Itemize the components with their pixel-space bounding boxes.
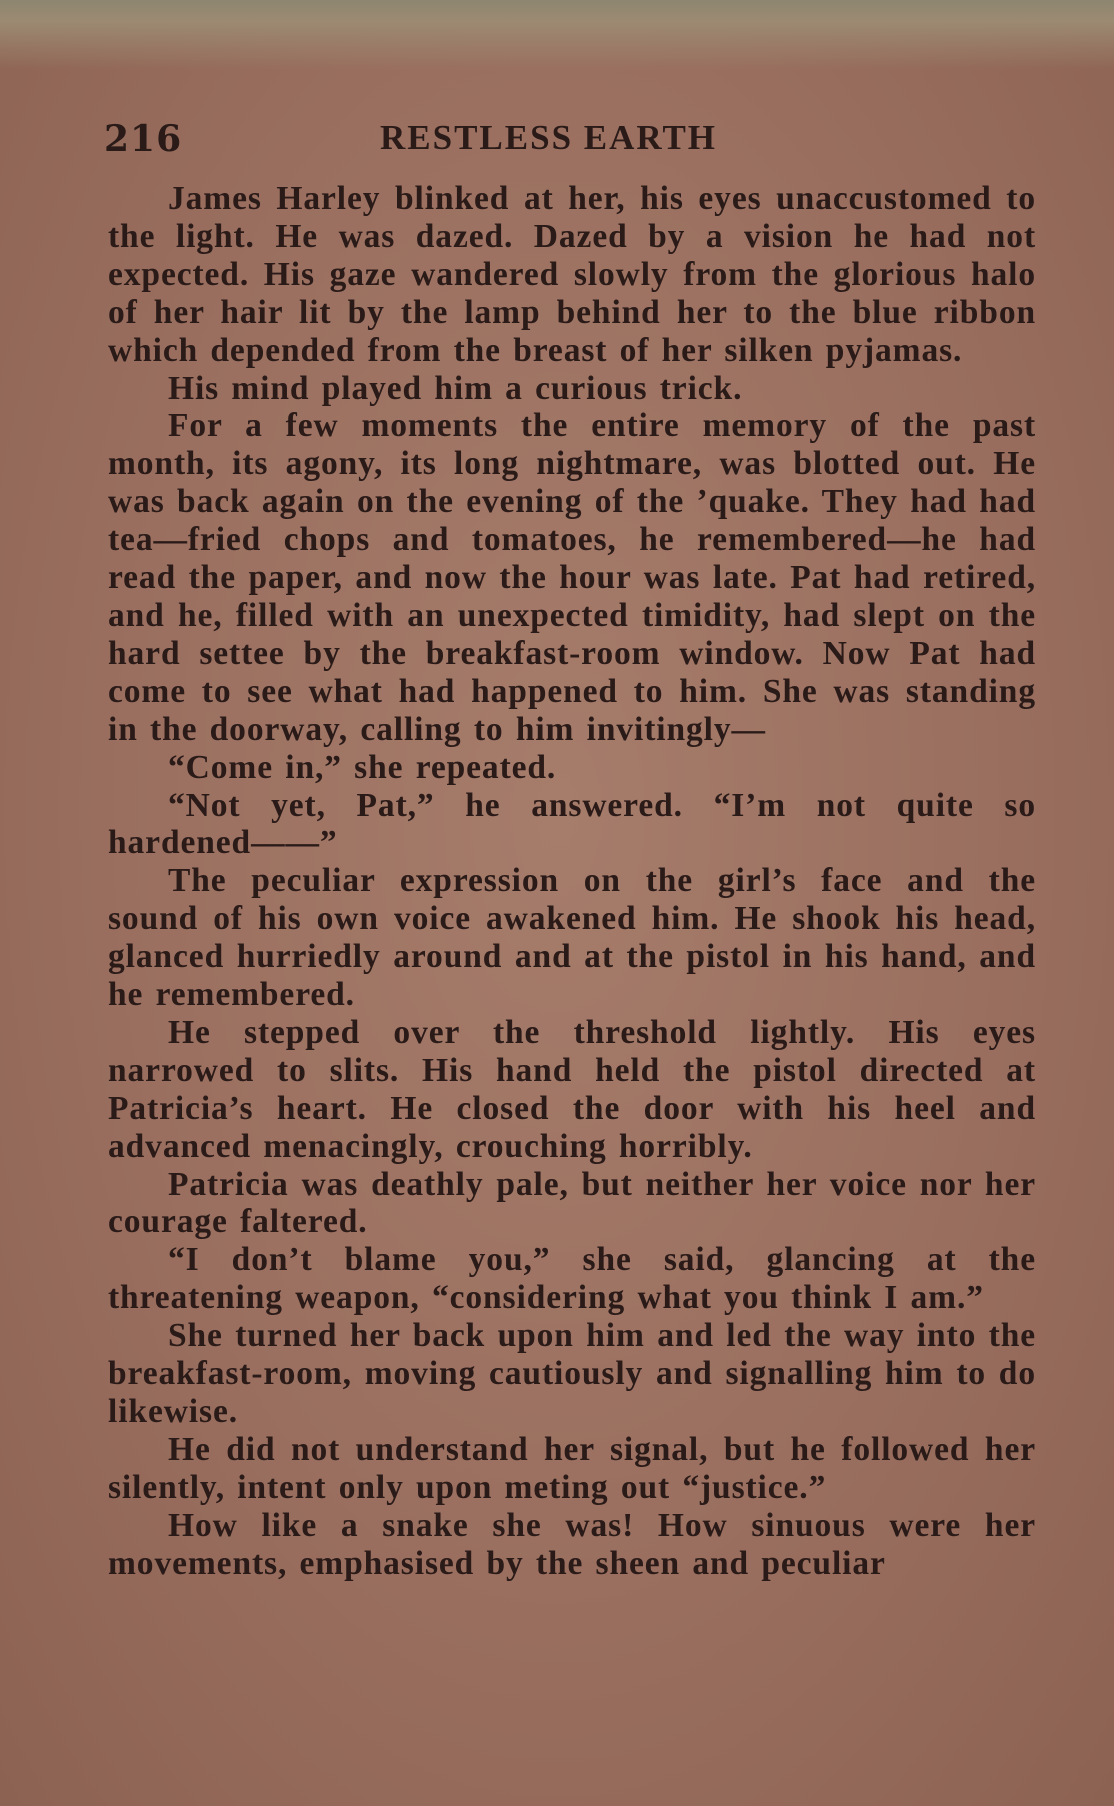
running-title: RESTLESS EARTH [380,118,718,157]
paragraph: “Not yet, Pat,” he answered. “I’m not quite so hardened——” [108,786,1036,862]
body-text [108,180,1036,1583]
paragraph: She turned her back upon him and led the way into the breakfast-room, moving cautiously and signalling him to do likewise. [108,1317,1036,1430]
paragraph: He stepped over the threshold lightly. His eyes narrowed to slits. His hand held the pistol directed at Patricia’s heart. He closed the door with his heel and advanced menacingly, crouching horribly. [108,1013,1036,1165]
paragraph: How like a snake she was! How sinuous were her movements, emphasised by the sheen and peculiar [108,1506,1036,1582]
paragraph: The peculiar expression on the girl’s face and the sound of his own voice awakened him. He shook his head, glanced hurriedly around and at the pistol in his hand, and he remembered. [108,862,1036,1014]
paragraph: “I don’t blame you,” she said, glancing at the threatening weapon, “considering what you think I am.” [108,1241,1036,1317]
running-head [104,118,1034,166]
paragraph: Patricia was deathly pale, but neither her voice nor her courage faltered. [108,1165,1036,1241]
page-top-edge [0,0,1114,70]
paragraph: He did not understand her signal, but he followed her silently, intent only upon meting out “justice.” [108,1430,1036,1506]
page-number: 216 [104,118,183,160]
paragraph: James Harley blinked at her, his eyes unaccustomed to the light. He was dazed. Dazed by a vision he had not expected. His gaze wandered slowly from the glorious halo of her hair lit by the lamp behind her to the blue ribbon which depended from the breast of her silken pyjamas. [108,180,1036,369]
paragraph: For a few moments the entire memory of the past month, its agony, its long nightmare, was blotted out. He was back again on the evening of the ’quake. They had had tea—fried chops and tomatoes, he remembered—he had read the paper, and now the hour was late. Pat had retired, and he, filled with an unexpected timidity, had slept on the hard settee by the breakfast-room window. Now Pat had come to see what had happened to him. She was standing in the doorway, calling to him invitingly— [108,407,1036,748]
paragraph: “Come in,” she repeated. [168,748,557,786]
paragraph: His mind played him a curious trick. [168,369,743,407]
